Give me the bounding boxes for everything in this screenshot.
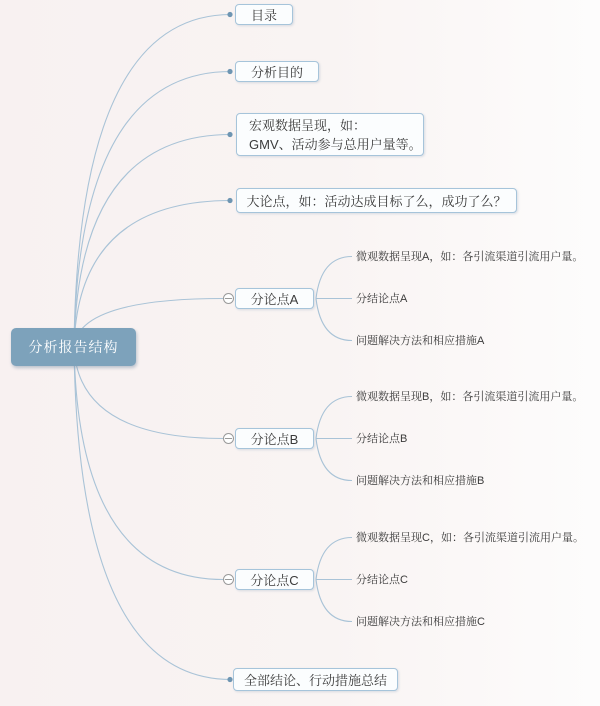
root-node-label: 分析报告结构 xyxy=(28,339,119,355)
child-node-point-a[interactable]: 分结论点A xyxy=(356,292,408,305)
node-purpose[interactable]: 分析目的 xyxy=(235,61,319,82)
connector-line xyxy=(74,72,231,348)
connector-line xyxy=(316,439,352,481)
connector-line xyxy=(316,580,352,622)
branch-dot xyxy=(227,12,232,17)
connector-line xyxy=(316,299,352,341)
child-node-point-b[interactable]: 分结论点B xyxy=(356,432,408,445)
child-node-point-c[interactable]: 微观数据呈现C，如：各引流渠道引流用户量。 xyxy=(356,531,584,544)
connector-line xyxy=(74,201,231,348)
branch-dot xyxy=(227,198,232,203)
child-node-point-a[interactable]: 微观数据呈现A，如：各引流渠道引流用户量。 xyxy=(356,250,584,263)
connector-line xyxy=(74,347,231,680)
child-node-point-a[interactable]: 问题解决方法和相应措施A xyxy=(356,334,485,347)
node-point-c[interactable]: 分论点C xyxy=(235,569,314,590)
node-line: GMV、活动参与总用户量等。 xyxy=(249,136,422,152)
root-node[interactable] xyxy=(11,328,136,366)
connector-line xyxy=(316,538,352,580)
node-point-b[interactable]: 分论点B xyxy=(235,428,314,449)
node-line: 宏观数据呈现，如： xyxy=(249,117,367,133)
branch-dot xyxy=(227,677,232,682)
branch-dot xyxy=(227,69,232,74)
node-summary[interactable]: 全部结论、行动措施总结 xyxy=(233,668,398,691)
node-macro-data[interactable] xyxy=(236,113,424,156)
branch-dot xyxy=(227,132,232,137)
connector-line xyxy=(316,257,352,299)
child-node-point-c[interactable]: 分结论点C xyxy=(356,573,408,586)
connector-line xyxy=(316,397,352,439)
child-node-point-b[interactable]: 问题解决方法和相应措施B xyxy=(356,474,485,487)
node-point-a[interactable]: 分论点A xyxy=(235,288,314,309)
connector-line xyxy=(74,135,231,348)
child-node-point-b[interactable]: 微观数据呈现B，如：各引流渠道引流用户量。 xyxy=(356,390,584,403)
node-toc[interactable]: 目录 xyxy=(235,4,293,25)
node-main-thesis[interactable]: 大论点，如：活动达成目标了么，成功了么？ xyxy=(236,188,517,213)
child-node-point-c[interactable]: 问题解决方法和相应措施C xyxy=(356,615,485,628)
